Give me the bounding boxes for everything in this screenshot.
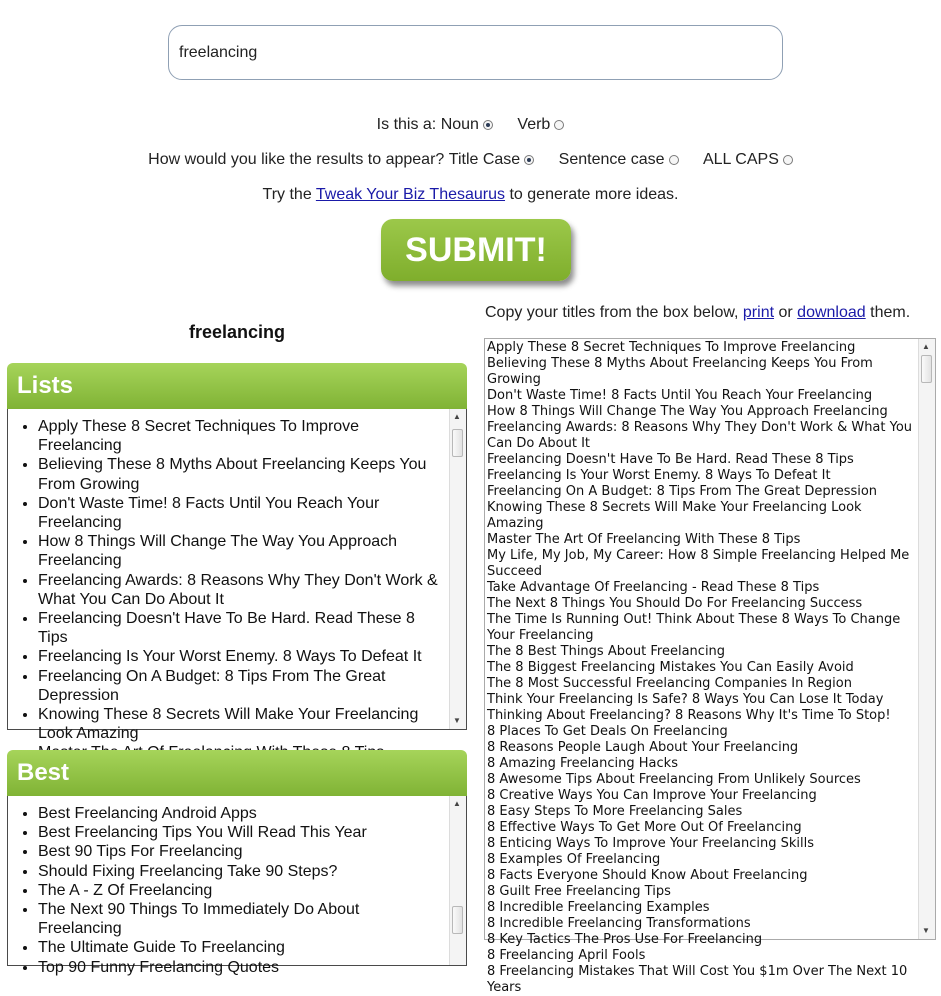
noun-label[interactable]: Noun xyxy=(440,116,479,133)
result-line: 8 Reasons People Laugh About Your Freelancing xyxy=(487,740,799,755)
result-line: 8 Freelancing April Fools xyxy=(487,948,646,963)
lists-scrollbar[interactable] xyxy=(449,409,466,729)
list-item: • Don't Waste Time! 8 Facts Until You Reach Your Freelancing xyxy=(38,494,446,532)
result-line: 8 Incredible Freelancing Examples xyxy=(487,900,710,915)
result-line: 8 Examples Of Freelancing xyxy=(487,852,661,867)
tweak-row xyxy=(0,186,941,204)
list-item: • Best 90 Tips For Freelancing xyxy=(38,842,446,861)
result-line: 8 Enticing Ways To Improve Your Freelancing Skills xyxy=(487,836,814,851)
list-item: • Freelancing Is Your Worst Enemy. 8 Ways To Defeat It xyxy=(38,647,446,666)
sentence-case-label[interactable]: Sentence case xyxy=(558,151,665,168)
search-input[interactable] xyxy=(168,25,783,80)
list-item: • How 8 Things Will Change The Way You Approach Freelancing xyxy=(38,532,446,570)
best-section xyxy=(7,750,467,976)
result-line: Freelancing Is Your Worst Enemy. 8 Ways To Defeat It xyxy=(487,468,831,483)
case-option-row xyxy=(0,151,941,169)
copy-note-suffix: them. xyxy=(870,304,911,321)
result-line: Believing These 8 Myths About Freelancing Keeps You From Growing xyxy=(487,356,873,387)
results-textarea[interactable] xyxy=(484,338,936,995)
verb-label[interactable]: Verb xyxy=(517,116,551,133)
result-line: Freelancing Awards: 8 Reasons Why They Don't Work & What You Can Do About It xyxy=(487,420,913,451)
case-option-prompt: How would you like the results to appear? xyxy=(148,151,445,168)
all-caps-radio[interactable] xyxy=(783,155,793,165)
result-line: Take Advantage Of Freelancing - Read These 8 Tips xyxy=(487,580,820,595)
result-line: Master The Art Of Freelancing With These 8 Tips xyxy=(487,532,801,547)
copy-note xyxy=(485,304,910,322)
list-item: • Best Freelancing Tips You Will Read This Year xyxy=(38,823,446,842)
section-header-lists: Lists xyxy=(7,363,467,409)
result-line: Thinking About Freelancing? 8 Reasons Why It's Time To Stop! xyxy=(487,708,891,723)
part-of-speech-prompt: Is this a: xyxy=(376,116,437,133)
list-item: • The Ultimate Guide To Freelancing xyxy=(38,938,446,957)
tweak-prefix: Try the xyxy=(262,186,312,203)
scroll-down-arrow-icon[interactable]: ▼ xyxy=(922,926,930,935)
part-of-speech-row xyxy=(0,116,941,134)
scroll-up-arrow-icon[interactable]: ▲ xyxy=(922,342,930,351)
all-caps-label[interactable]: ALL CAPS xyxy=(702,151,779,168)
thesaurus-link[interactable]: Tweak Your Biz Thesaurus xyxy=(315,186,506,203)
result-line: Apply These 8 Secret Techniques To Improve Freelancing xyxy=(487,340,856,355)
result-line: Knowing These 8 Secrets Will Make Your Freelancing Look Amazing xyxy=(487,500,862,531)
lists-box[interactable] xyxy=(7,409,467,743)
result-line: How 8 Things Will Change The Way You Approach Freelancing xyxy=(487,404,888,419)
result-line: The 8 Best Things About Freelancing xyxy=(487,644,726,659)
result-line: Freelancing Doesn't Have To Be Hard. Read These 8 Tips xyxy=(487,452,854,467)
result-line: 8 Key Tactics The Pros Use For Freelancing xyxy=(487,932,763,947)
print-link[interactable]: print xyxy=(742,304,775,321)
list-item: • Top 90 Funny Freelancing Quotes xyxy=(38,958,446,977)
submit-button[interactable]: SUBMIT! xyxy=(381,219,571,281)
list-item: • Should Fixing Freelancing Take 90 Steps? xyxy=(38,862,446,881)
lists-section xyxy=(7,363,467,743)
scroll-thumb[interactable] xyxy=(452,906,463,934)
result-line: Freelancing On A Budget: 8 Tips From The Great Depression xyxy=(487,484,878,499)
result-line: 8 Awesome Tips About Freelancing From Unlikely Sources xyxy=(487,772,861,787)
result-line: 8 Facts Everyone Should Know About Freelancing xyxy=(487,868,808,883)
list-item: • Believing These 8 Myths About Freelancing Keeps You From Growing xyxy=(38,455,446,493)
scroll-thumb[interactable] xyxy=(452,429,463,457)
result-line: 8 Amazing Freelancing Hacks xyxy=(487,756,678,771)
list-item: • Freelancing Awards: 8 Reasons Why They Don't Work & What You Can Do About It xyxy=(38,571,446,609)
download-link[interactable]: download xyxy=(797,304,866,321)
copy-note-or: or xyxy=(778,304,793,321)
title-case-radio[interactable] xyxy=(524,155,534,165)
results-scrollbar[interactable] xyxy=(918,339,935,939)
result-line: 8 Creative Ways You Can Improve Your Freelancing xyxy=(487,788,817,803)
copy-note-prefix: Copy your titles from the box below, xyxy=(485,304,739,321)
list-item: • The A - Z Of Freelancing xyxy=(38,881,446,900)
verb-radio[interactable] xyxy=(554,120,564,130)
list-item: • Freelancing On A Budget: 8 Tips From The Great Depression xyxy=(38,667,446,705)
list-item: • The Next 90 Things To Immediately Do About Freelancing xyxy=(38,900,446,938)
best-box[interactable] xyxy=(7,796,467,976)
results-lines xyxy=(485,339,935,996)
list-item: • Best Freelancing Android Apps xyxy=(38,804,446,823)
scroll-up-arrow-icon[interactable]: ▲ xyxy=(453,799,461,808)
result-line: Think Your Freelancing Is Safe? 8 Ways You Can Lose It Today xyxy=(487,692,884,707)
result-line: 8 Easy Steps To More Freelancing Sales xyxy=(487,804,743,819)
tweak-suffix: to generate more ideas. xyxy=(509,186,679,203)
title-case-label[interactable]: Title Case xyxy=(448,151,521,168)
result-line: 8 Incredible Freelancing Transformations xyxy=(487,916,751,931)
result-line: The Time Is Running Out! Think About These 8 Ways To Change Your Freelancing xyxy=(487,612,901,643)
result-line: My Life, My Job, My Career: How 8 Simple Freelancing Helped Me Succeed xyxy=(487,548,910,579)
result-line: 8 Places To Get Deals On Freelancing xyxy=(487,724,728,739)
section-header-best: Best xyxy=(7,750,467,796)
result-line: The 8 Most Successful Freelancing Companies In Region xyxy=(487,676,852,691)
result-line: 8 Effective Ways To Get More Out Of Freelancing xyxy=(487,820,802,835)
sentence-case-radio[interactable] xyxy=(669,155,679,165)
keyword-heading: freelancing xyxy=(188,322,286,342)
best-scrollbar[interactable] xyxy=(449,796,466,965)
list-item: • Apply These 8 Secret Techniques To Improve Freelancing xyxy=(38,417,446,455)
result-line: Don't Waste Time! 8 Facts Until You Reach Your Freelancing xyxy=(487,388,873,403)
result-line: 8 Freelancing Mistakes That Will Cost You $1m Over The Next 10 Years xyxy=(487,964,908,995)
noun-radio[interactable] xyxy=(483,120,493,130)
list-item: • Knowing These 8 Secrets Will Make Your Freelancing Look Amazing xyxy=(38,705,446,743)
result-line: The Next 8 Things You Should Do For Freelancing Success xyxy=(487,596,863,611)
list-item: • Freelancing Doesn't Have To Be Hard. Read These 8 Tips xyxy=(38,609,446,647)
scroll-down-arrow-icon[interactable]: ▼ xyxy=(453,716,461,725)
result-line: The 8 Biggest Freelancing Mistakes You Can Easily Avoid xyxy=(487,660,854,675)
scroll-up-arrow-icon[interactable]: ▲ xyxy=(453,412,461,421)
result-line: 8 Guilt Free Freelancing Tips xyxy=(487,884,671,899)
scroll-thumb[interactable] xyxy=(921,355,932,383)
